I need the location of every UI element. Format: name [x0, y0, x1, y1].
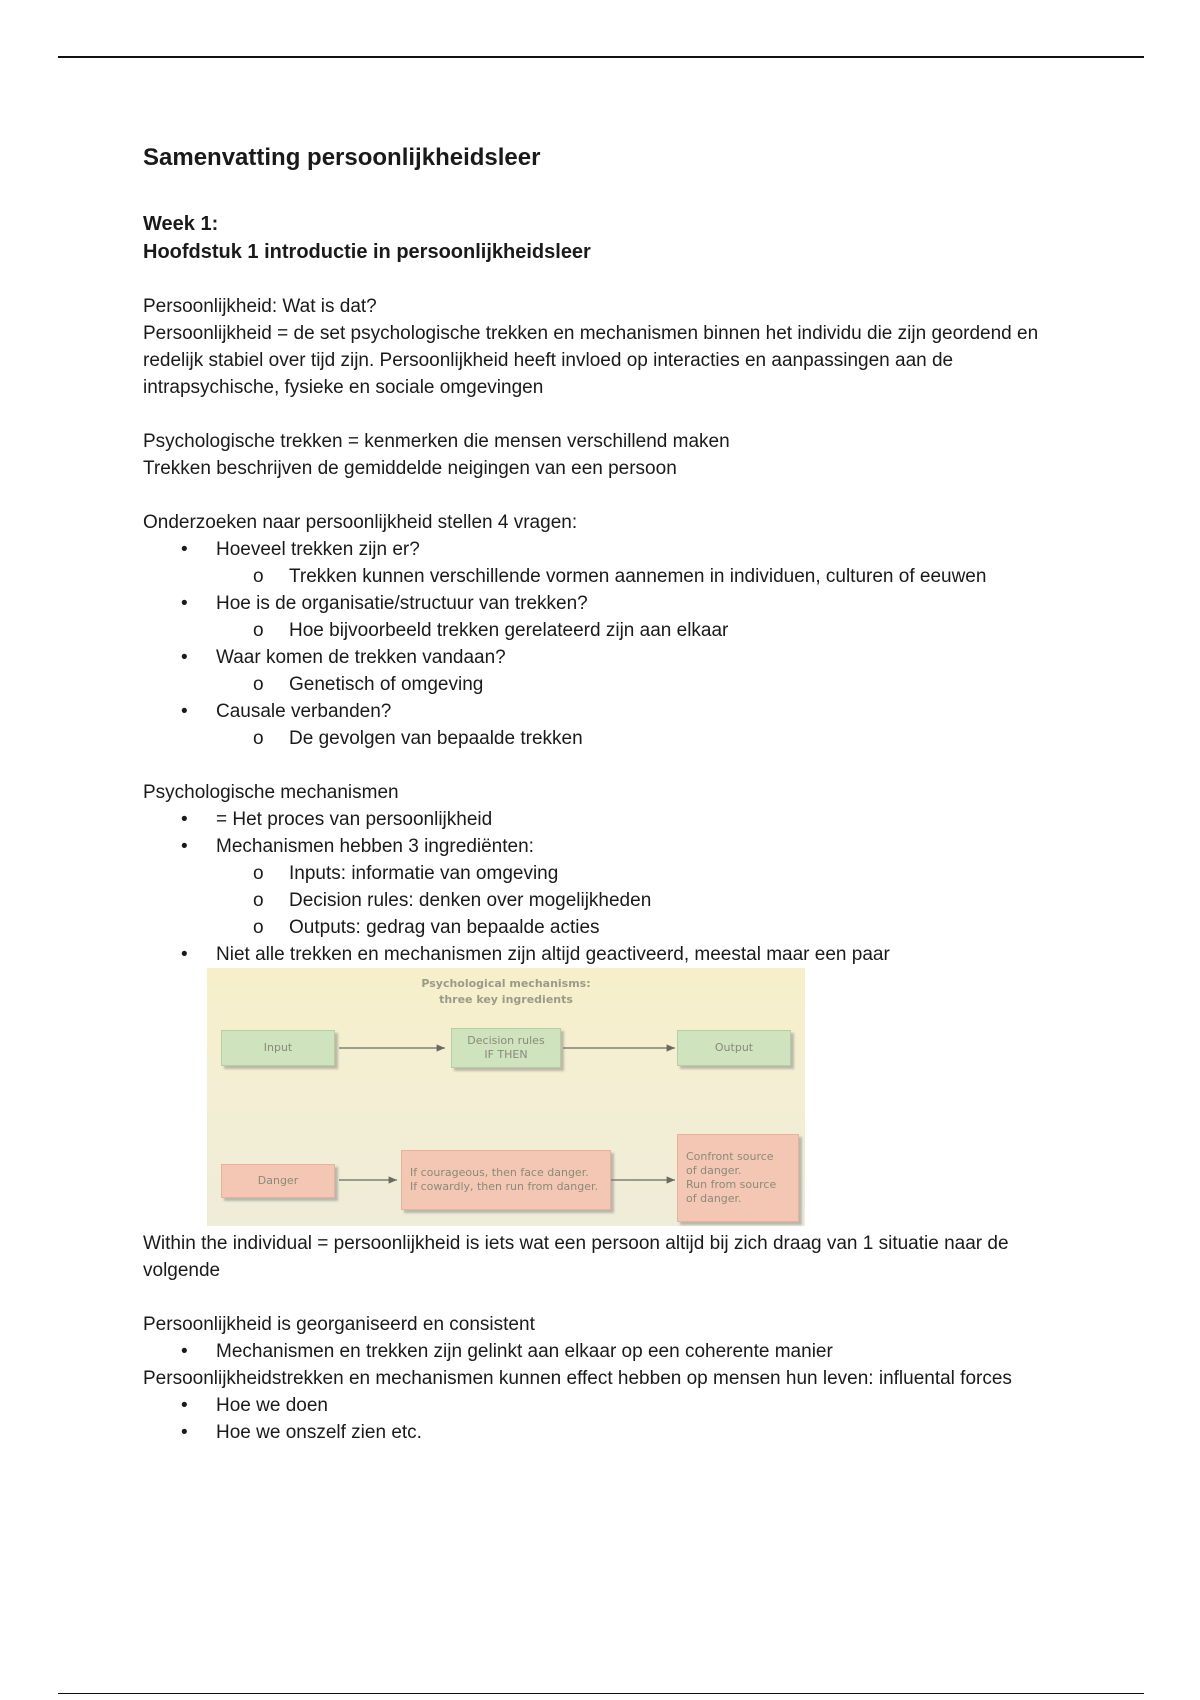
circle-bullet-icon: o	[253, 728, 264, 749]
list-item: • Niet alle trekken en mechanismen zijn altijd geactiveerd, meestal maar een paar	[143, 941, 1083, 968]
list-item: • = Het proces van persoonlijkheid	[143, 806, 1083, 833]
sub-list-item: o Inputs: informatie van omgeving	[143, 860, 1083, 887]
week-heading: Week 1:	[143, 213, 219, 235]
list-item: • Mechanismen hebben 3 ingrediënten: o Inputs: informatie van omgeving o Decision rules: denken over mogelijkheden o Outputs: gedrag van bepaalde acties	[143, 833, 1083, 941]
paragraph: Persoonlijkheid = de set psychologische trekken en mechanismen binnen het individu die zijn geordend en redelijk stabiel over tijd zijn. Persoonlijkheid heeft invloed op interacties en aanpassingen aan de intrapsychische, fysieke en sociale omgevingen	[143, 323, 1039, 398]
document-title: Samenvatting persoonlijkheidsleer	[143, 144, 541, 171]
sub-list-item: o Genetisch of omgeving	[143, 671, 1083, 698]
circle-bullet-icon: o	[253, 674, 264, 695]
list-item: • Hoe we onszelf zien etc.	[143, 1419, 1083, 1446]
bullet-icon: •	[181, 809, 188, 830]
sub-list-item: o Trekken kunnen verschillende vormen aannemen in individuen, culturen of eeuwen	[143, 563, 1083, 590]
influence-list	[143, 1392, 1083, 1446]
questions-list	[143, 536, 1083, 752]
list-item: • Hoeveel trekken zijn er? o Trekken kunnen verschillende vormen aannemen in individuen, culturen of eeuwen	[143, 536, 1083, 590]
document-body	[143, 140, 1083, 1446]
bullet-icon: •	[181, 1422, 188, 1443]
bullet-icon: •	[181, 1395, 188, 1416]
footer-rule	[58, 1693, 1144, 1694]
danger-rules-box: If courageous, then face danger. If cowardly, then run from danger.	[401, 1150, 611, 1210]
bullet-icon: •	[181, 836, 188, 857]
paragraph: Trekken beschrijven de gemiddelde neigingen van een persoon	[143, 458, 677, 479]
list-item: • Waar komen de trekken vandaan? o Genetisch of omgeving	[143, 644, 1083, 698]
bullet-icon: •	[181, 944, 188, 965]
bullet-icon: •	[181, 539, 188, 560]
list-item: • Mechanismen en trekken zijn gelinkt aan elkaar op een coherente manier	[143, 1338, 1083, 1365]
bullet-icon: •	[181, 593, 188, 614]
paragraph: Persoonlijkheid: Wat is dat?	[143, 296, 377, 317]
mechanisms-figure	[207, 968, 805, 1226]
circle-bullet-icon: o	[253, 863, 264, 884]
list-item: • Hoe we doen	[143, 1392, 1083, 1419]
sub-list-item: o De gevolgen van bepaalde trekken	[143, 725, 1083, 752]
circle-bullet-icon: o	[253, 890, 264, 911]
list-item: • Causale verbanden? o De gevolgen van bepaalde trekken	[143, 698, 1083, 752]
paragraph: Psychologische mechanismen	[143, 782, 399, 803]
paragraph: Persoonlijkheid is georganiseerd en consistent	[143, 1314, 535, 1335]
paragraph: Persoonlijkheidstrekken en mechanismen kunnen effect hebben op mensen hun leven: influental forces	[143, 1368, 1012, 1389]
paragraph: Psychologische trekken = kenmerken die mensen verschillend maken	[143, 431, 730, 452]
bullet-icon: •	[181, 701, 188, 722]
circle-bullet-icon: o	[253, 917, 264, 938]
output-box: Output	[677, 1030, 791, 1066]
list-item: • Hoe is de organisatie/structuur van trekken? o Hoe bijvoorbeeld trekken gerelateerd zijn aan elkaar	[143, 590, 1083, 644]
figure-title: Psychological mechanisms: three key ingredients	[421, 977, 591, 1006]
paragraph: Within the individual = persoonlijkheid is iets wat een persoon altijd bij zich draag van 1 situatie naar de volgende	[143, 1233, 1009, 1281]
sub-list-item: o Outputs: gedrag van bepaalde acties	[143, 914, 1083, 941]
sub-list-item: o Hoe bijvoorbeeld trekken gerelateerd zijn aan elkaar	[143, 617, 1083, 644]
danger-outputs-box: Confront source of danger. Run from source of danger.	[677, 1134, 799, 1222]
bullet-icon: •	[181, 647, 188, 668]
bullet-icon: •	[181, 1341, 188, 1362]
paragraph: Onderzoeken naar persoonlijkheid stellen 4 vragen:	[143, 512, 578, 533]
circle-bullet-icon: o	[253, 620, 264, 641]
header-rule	[58, 56, 1144, 58]
decision-rules-box: Decision rules IF THEN	[451, 1028, 561, 1068]
chapter-heading: Hoofdstuk 1 introductie in persoonlijkheidsleer	[143, 241, 591, 263]
input-box: Input	[221, 1030, 335, 1066]
organisation-list	[143, 1338, 1083, 1365]
danger-box: Danger	[221, 1164, 335, 1198]
circle-bullet-icon: o	[253, 566, 264, 587]
sub-list-item: o Decision rules: denken over mogelijkheden	[143, 887, 1083, 914]
mechanisms-list	[143, 806, 1083, 968]
